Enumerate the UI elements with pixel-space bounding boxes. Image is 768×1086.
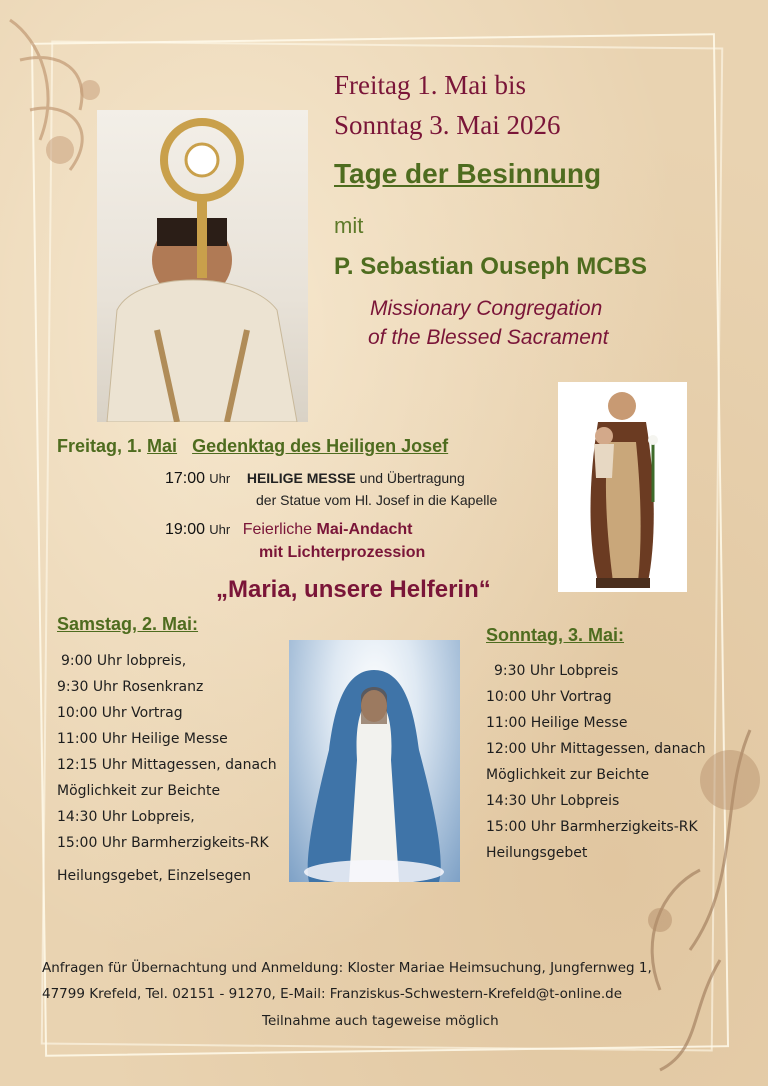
saturday-heading: Samstag, 2. Mai:: [57, 614, 199, 634]
footer-contact-line-1: Anfragen für Übernachtung und Anmeldung: Kloster Mariae Heimsuchung, Jungfernweg 1,: [42, 960, 652, 976]
saturday-schedule: [57, 648, 277, 889]
list-item: 14:30 Uhr Lobpreis: [486, 793, 620, 809]
friday-event-1-detail: der Statue vom Hl. Josef in die Kapelle: [256, 492, 498, 508]
date-line-2: Sonntag 3. Mai 2026: [334, 110, 561, 140]
sunday-schedule: [486, 658, 706, 866]
motto: „Maria, unsere Helferin“: [216, 576, 491, 603]
sunday-heading: Sonntag, 3. Mai:: [486, 625, 625, 645]
event-title: Tage der Besinnung: [334, 158, 602, 189]
priest-name: P. Sebastian Ouseph MCBS: [334, 253, 647, 280]
list-item: 12:00 Uhr Mittagessen, danach: [486, 741, 706, 757]
list-item: Möglichkeit zur Beichte: [486, 767, 650, 783]
list-item: Möglichkeit zur Beichte: [57, 783, 221, 799]
list-item: Heilungsgebet: [486, 845, 588, 861]
friday-event-1: 17:00 Uhr HEILIGE MESSE und Übertragung: [165, 470, 465, 487]
footer-note: Teilnahme auch tageweise möglich: [262, 1013, 499, 1029]
friday-event-2-detail: mit Lichterprozession: [259, 544, 426, 561]
date-line-1: Freitag 1. Mai bis: [334, 70, 526, 100]
congregation-line-1: Missionary Congregation: [370, 297, 603, 320]
friday-event-2: 19:00 Uhr Feierliche Mai-Andacht: [165, 521, 413, 538]
list-item: 10:00 Uhr Vortrag: [486, 689, 612, 705]
list-item: 9:30 Uhr Rosenkranz: [57, 679, 204, 695]
saint-joseph-statue-photo: [558, 382, 687, 592]
virgin-mary-image: [289, 640, 460, 882]
list-item: 15:00 Uhr Barmherzigkeits-RK: [57, 835, 269, 851]
friday-heading: Freitag, 1. Mai Gedenktag des Heiligen Josef: [57, 436, 449, 456]
priest-monstrance-photo: [97, 110, 308, 422]
list-item: 11:00 Uhr Heilige Messe: [57, 731, 228, 747]
list-item: 9:00 Uhr lobpreis,: [61, 653, 187, 669]
list-item: 15:00 Uhr Barmherzigkeits-RK: [486, 819, 698, 835]
list-item: 11:00 Heilige Messe: [486, 715, 628, 731]
list-item: 10:00 Uhr Vortrag: [57, 705, 183, 721]
footer-contact-line-2: 47799 Krefeld, Tel. 02151 - 91270, E-Mail: Franziskus-Schwestern-Krefeld@t-online.de: [42, 986, 623, 1002]
list-item: Heilungsgebet, Einzelsegen: [57, 868, 251, 884]
congregation-line-2: of the Blessed Sacrament: [368, 326, 609, 349]
list-item: 14:30 Uhr Lobpreis,: [57, 809, 195, 825]
with-label: mit: [334, 213, 364, 238]
list-item: 9:30 Uhr Lobpreis: [494, 663, 619, 679]
list-item: 12:15 Uhr Mittagessen, danach: [57, 757, 277, 773]
